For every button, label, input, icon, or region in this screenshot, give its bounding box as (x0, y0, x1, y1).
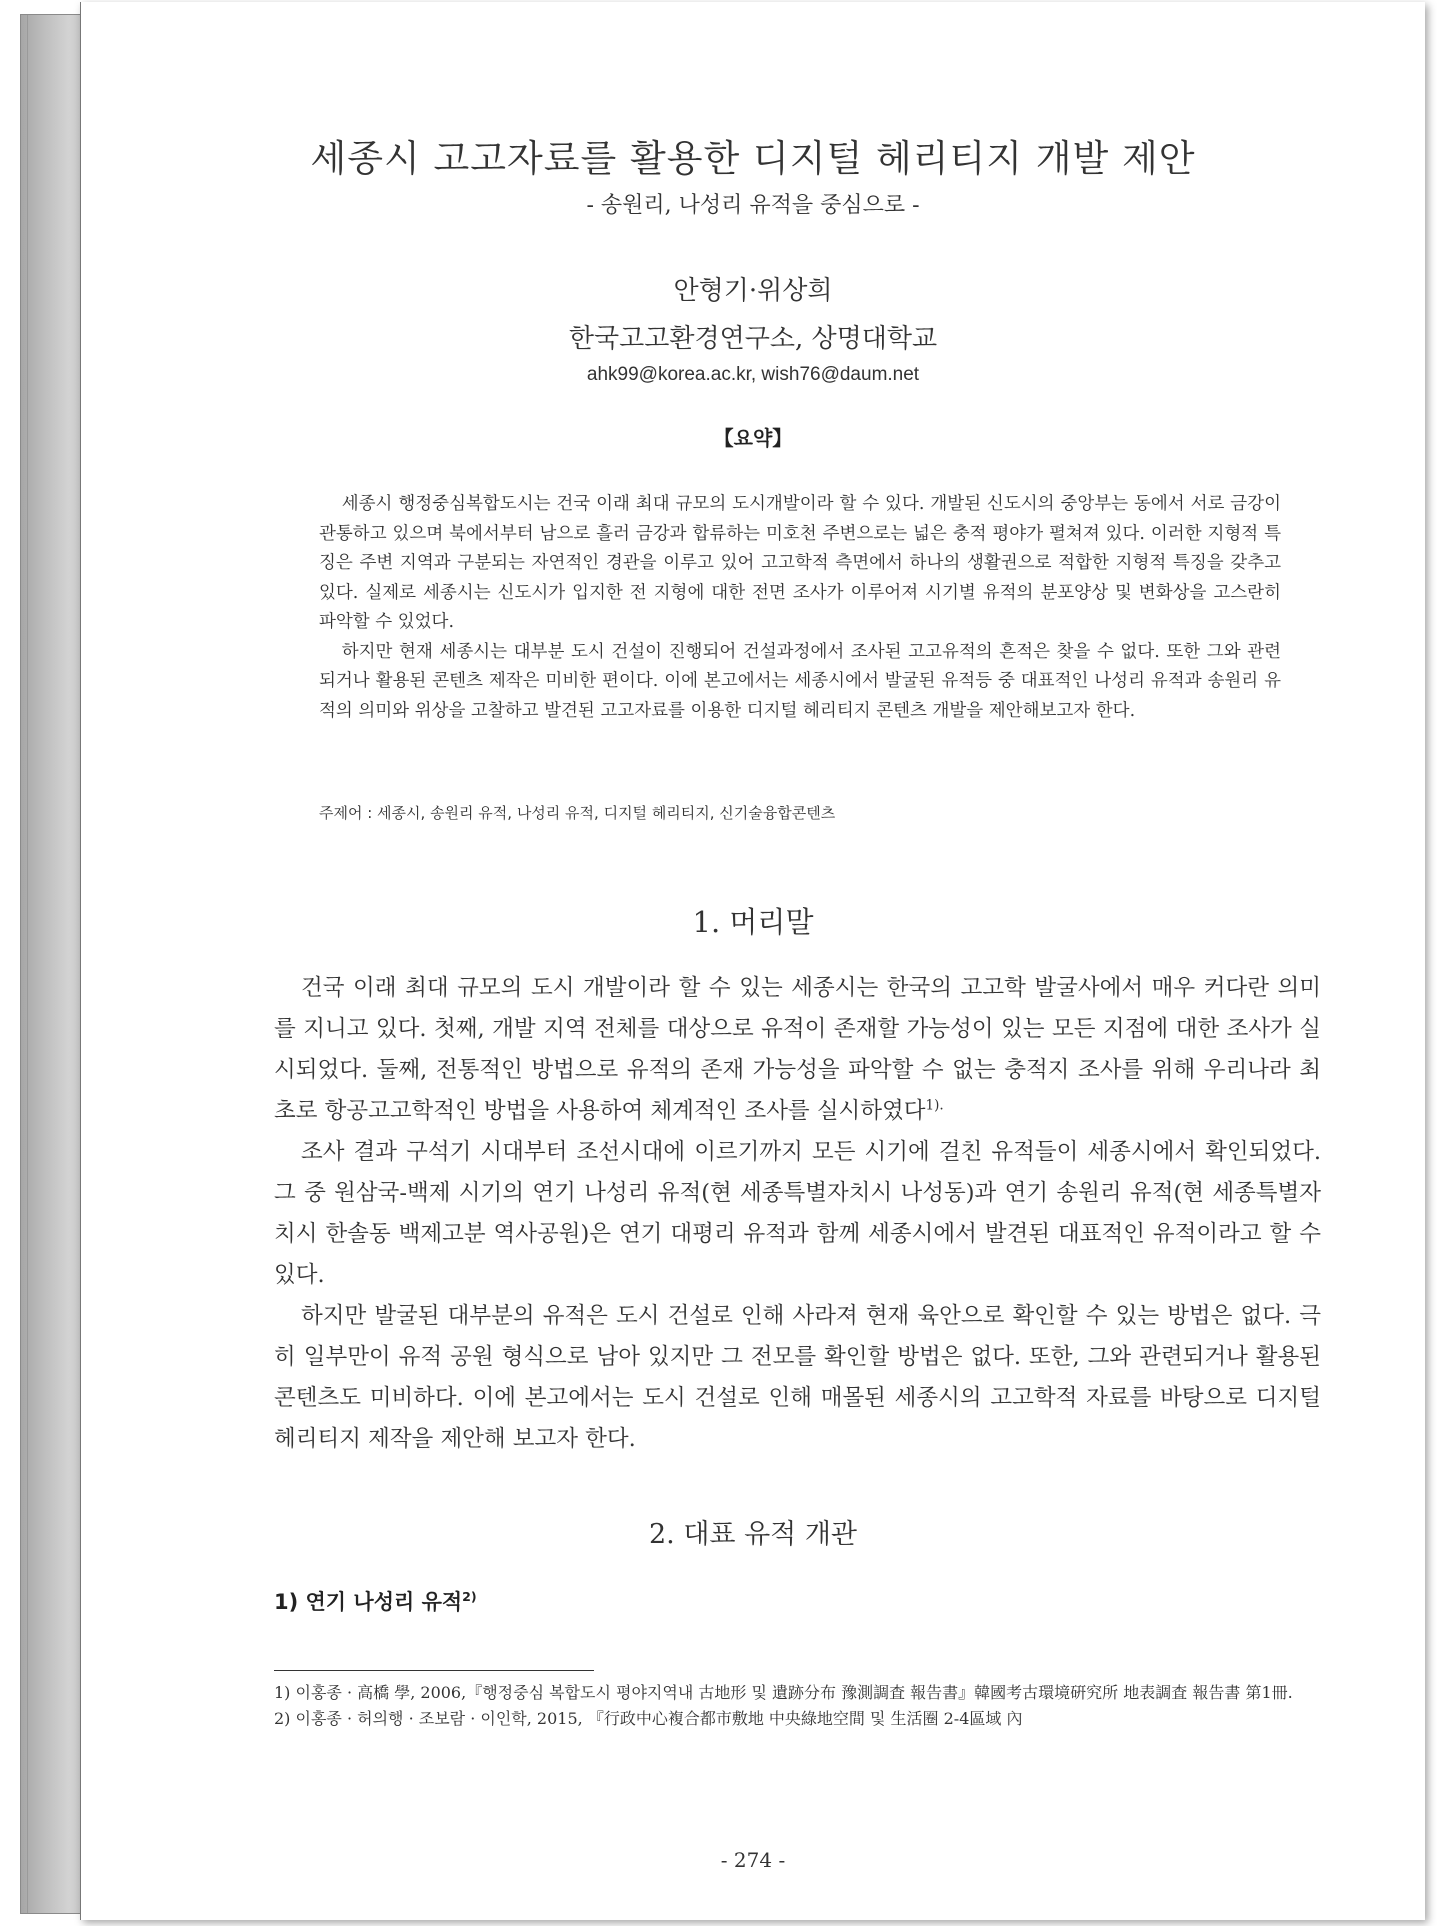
abstract-paragraph: 하지만 현재 세종시는 대부분 도시 건설이 진행되어 건설과정에서 조사된 고고유적의 흔적은 찾을 수 없다. 또한 그와 관련되거나 활용된 콘텐츠 제작은 미비한 편이다. 이에 본고에서는 세종시에서 발굴된 유적등 중 대표적인 나성리 유적과 송원리 유적의 의미와 위상을 고찰하고 발견된 고고자료를 이용한 디지털 헤리티지 콘텐츠 개발을 제안해보고자 한다. (319, 641, 1281, 721)
paragraph-text: 건국 이래 최대 규모의 도시 개발이라 할 수 있는 세종시는 한국의 고고학 발굴사에서 매우 커다란 의미를 지니고 있다. 첫째, 개발 지역 전체를 대상으로 유적이 존재할 가능성이 있는 모든 지점에 대한 조사가 실시되었다. 둘째, 전통적인 방법으로 유적의 존재 가능성을 파악할 수 없는 충적지 조사를 위해 우리나라 최초로 항공고고학적인 방법을 사용하여 체계적인 조사를 실시하였다 (274, 975, 1321, 1124)
footnote-separator (274, 1670, 594, 1671)
subsection-title: 1) 연기 나성리 유적 (274, 1590, 463, 1614)
author-emails: ahk99@korea.ac.kr, wish76@daum.net (586, 364, 920, 385)
abstract-paragraph: 세종시 행정중심복합도시는 건국 이래 최대 규모의 도시개발이라 할 수 있다. 개발된 신도시의 중앙부는 동에서 서로 금강이 관통하고 있으며 북에서부터 남으로 흘러 금강과 합류하는 미호천 주변으로는 넓은 충적 평야가 펼쳐져 있다. 이러한 지형적 특징은 주변 지역과 구분되는 자연적인 경관을 이루고 있어 고고학적 측면에서 하나의 생활권으로 적합한 지형적 특징을 갖추고 있다. 실제로 세종시는 신도시가 입지한 전 지형에 대한 전면 조사가 이루어져 시기별 유적의 분포양상 및 변화상을 고스란히 파악할 수 있었다. (319, 494, 1281, 632)
author-affiliations: 한국고고환경연구소, 상명대학교 (568, 324, 938, 354)
footnotes (274, 1680, 1324, 1732)
document-page (80, 2, 1425, 1920)
abstract-body (319, 490, 1281, 726)
footnote-item: 2) 이홍종 · 허의행 · 조보람 · 이인학, 2015, 『行政中心複合都市敷地 中央綠地空間 및 生活圈 2-4區域 內 (274, 1709, 1023, 1728)
body-paragraph (274, 968, 1321, 1132)
introduction-body (274, 968, 1321, 1460)
paper-title: 세종시 고고자료를 활용한 디지털 헤리티지 개발 제안 (310, 137, 1196, 180)
body-paragraph: 하지만 발굴된 대부분의 유적은 도시 건설로 인해 사라져 현재 육안으로 확인할 수 있는 방법은 없다. 극히 일부만이 유적 공원 형식으로 남아 있지만 그 전모를 확인할 방법은 없다. 또한, 그와 관련되거나 활용된 콘텐츠도 미비하다. 이에 본고에서는 도시 건설로 인해 매몰된 세종시의 고고학적 자료를 바탕으로 디지털 헤리티지 제작을 제안해 보고자 한다. (274, 1303, 1321, 1452)
body-paragraph: 조사 결과 구석기 시대부터 조선시대에 이르기까지 모든 시기에 걸친 유적들이 세종시에서 확인되었다. 그 중 원삼국-백제 시기의 연기 나성리 유적(현 세종특별자치시 나성동)과 연기 송원리 유적(현 세종특별자치시 한솔동 백제고분 역사공원)은 연기 대평리 유적과 함께 세종시에서 발견된 대표적인 유적이라고 할 수 있다. (274, 1139, 1321, 1288)
paper-subtitle: - 송원리, 나성리 유적을 중심으로 - (586, 193, 920, 218)
abstract-heading: 【요약】 (713, 426, 793, 450)
subsection-heading (274, 1586, 477, 1616)
section-heading-introduction: 1. 머리말 (692, 905, 814, 939)
keywords-line: 주제어 : 세종시, 송원리 유적, 나성리 유적, 디지털 헤리티지, 신기술융합콘텐츠 (319, 804, 836, 822)
footnote-marker[interactable]: 1). (925, 1097, 944, 1114)
page-number: - 274 - (720, 1848, 786, 1872)
footnote-marker[interactable]: 2) (462, 1589, 477, 1604)
book-spine-edge (20, 14, 86, 1914)
section-heading-sites: 2. 대표 유적 개관 (648, 1519, 857, 1550)
author-names: 안형기·위상희 (673, 276, 833, 306)
footnote-item: 1) 이홍종 · 高橋 學, 2006,『행정중심 복합도시 평야지역내 古地形 및 遺跡分布 豫測調査 報告書』韓國考古環境硏究所 地表調査 報告書 第1冊. (274, 1683, 1293, 1702)
